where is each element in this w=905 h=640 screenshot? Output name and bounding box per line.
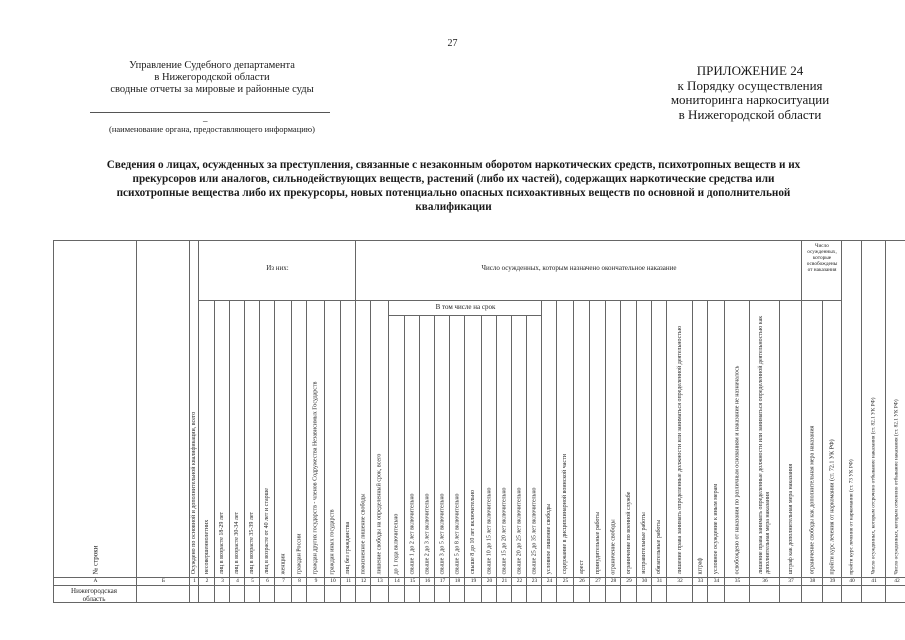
appendix-line-1: ПРИЛОЖЕНИЕ 24: [696, 63, 804, 78]
organization-block: [82, 60, 342, 96]
page-number: 27: [447, 38, 458, 49]
column-number-cell: [511, 577, 526, 585]
column-number-cell: [53, 577, 136, 585]
table-cell[interactable]: [636, 585, 651, 602]
col-header: [620, 300, 636, 577]
appendix-line-3: мониторинга наркоситуации: [670, 92, 830, 107]
column-number: 31: [656, 578, 663, 584]
table-cell[interactable]: [434, 585, 449, 602]
col-header: [861, 240, 885, 577]
org-line-1: Управление Судебного департамента: [129, 60, 295, 71]
col-header-text: свыше 10 до 15 лет включительно: [486, 486, 493, 575]
column-number-cell: [620, 577, 636, 585]
col-header-text: Число осужденных, которым отменено отбывание наказания (ст. 82.1 УК РФ): [893, 398, 900, 575]
col-header: [244, 300, 259, 577]
table-cell[interactable]: [340, 585, 355, 602]
title-line-1: Сведения о лицах, осужденных за преступления, связанные с незаконным оборотом наркотических средств, психотропных веществ и их: [106, 159, 801, 171]
col-header: [541, 300, 556, 577]
column-number-cell: [636, 577, 651, 585]
column-number: Б: [161, 578, 166, 584]
column-number: 18: [454, 578, 461, 584]
column-number: 28: [610, 578, 617, 584]
table-cell[interactable]: [198, 585, 214, 602]
col-header-text: № строки: [90, 545, 99, 574]
document-title: [56, 158, 851, 214]
column-number-cell: [605, 577, 620, 585]
column-number-cell: [291, 577, 306, 585]
group-header-v-tom-chisle: [388, 300, 541, 315]
org-line-3: сводные отчеты за мировые и районные суды: [110, 84, 314, 95]
row-label-cell: [53, 585, 136, 602]
col-header-text: арест: [578, 560, 585, 574]
column-number: 36: [762, 578, 768, 584]
table-cell[interactable]: [404, 585, 419, 602]
column-number: 24: [546, 578, 553, 584]
column-number: 17: [439, 578, 446, 584]
table-cell[interactable]: [605, 585, 620, 602]
col-header: [355, 300, 370, 577]
table-cell[interactable]: [214, 585, 229, 602]
col-header: [511, 315, 526, 577]
table-cell[interactable]: [556, 585, 573, 602]
col-header-text: лишение права занимать определенные должности или заниматься определенной деятельностью: [676, 325, 683, 575]
column-number: 12: [360, 578, 367, 584]
table-cell[interactable]: [274, 585, 291, 602]
column-number-cell: [419, 577, 434, 585]
column-number: 2: [205, 578, 209, 584]
column-number: 22: [516, 578, 523, 584]
column-number-cell: [306, 577, 324, 585]
column-number-cell: [244, 577, 259, 585]
column-number: 19: [470, 578, 477, 584]
column-number: 1: [193, 578, 196, 584]
column-number-cell: [388, 577, 404, 585]
column-number-cell: [651, 577, 666, 585]
col-header-text: штраф: [696, 557, 703, 574]
table-cell[interactable]: [822, 585, 841, 602]
col-header: [526, 315, 541, 577]
col-header-total: [189, 240, 198, 577]
column-number: 27: [595, 578, 601, 584]
col-header: [666, 300, 692, 577]
table-cell[interactable]: [229, 585, 244, 602]
col-header-text: условное осуждение к иным мерам: [713, 483, 720, 575]
col-header: [707, 300, 724, 577]
table-cell[interactable]: [526, 585, 541, 602]
column-number: 40: [849, 578, 855, 584]
group-header-text: Число осужденных, которые освобождены от наказания: [806, 243, 838, 273]
column-number-cell: [189, 577, 198, 585]
col-header: [291, 300, 306, 577]
table-cell[interactable]: [464, 585, 481, 602]
col-header: [370, 300, 388, 577]
column-number: 42: [894, 578, 900, 584]
col-header: [434, 315, 449, 577]
col-header-text: условное лишение свободы: [546, 503, 553, 575]
col-header: [274, 300, 291, 577]
col-header: [605, 300, 620, 577]
column-number-cell: [707, 577, 724, 585]
column-number: 30: [641, 578, 648, 584]
table-cell[interactable]: [306, 585, 324, 602]
table-cell[interactable]: [692, 585, 707, 602]
table-cell[interactable]: [291, 585, 306, 602]
col-header-text: освобождено от наказания по различным основаниям и наказание не назначалось: [733, 365, 740, 574]
appendix-line-4: в Нижегородской области: [678, 106, 822, 122]
col-header-text: лиц без гражданства: [345, 521, 352, 575]
col-header: [259, 300, 274, 577]
col-header-text: обязательные работы: [656, 519, 663, 575]
col-header: [198, 300, 214, 577]
col-header-text: лиц в возрасте от 40 лет и старше: [263, 488, 270, 574]
table-cell[interactable]: [861, 585, 885, 602]
column-number: 8: [298, 578, 301, 584]
row-label: Нижегородская область: [71, 587, 117, 603]
column-number: 21: [501, 578, 508, 584]
table-cell[interactable]: [801, 585, 822, 602]
table-cell[interactable]: [324, 585, 340, 602]
table-cell[interactable]: [355, 585, 370, 602]
column-number-cell: [370, 577, 388, 585]
col-header-text: свыше 5 до 8 лет включительно: [454, 492, 461, 575]
col-header-text: лиц в возрасте 35-39 лет: [249, 511, 256, 575]
col-header-text: граждан других государств - членов Содружества Независимых Государств: [312, 381, 319, 574]
col-header-text: Осуждено по основной и дополнительной квалификации, всего: [191, 411, 198, 575]
column-number-cell: [541, 577, 556, 585]
column-number-cell: [779, 577, 801, 585]
column-number: 16: [424, 578, 431, 584]
col-header: [589, 300, 605, 577]
column-number-cell: [229, 577, 244, 585]
column-number: 32: [677, 578, 683, 584]
col-header: [340, 300, 355, 577]
col-header-text: лишение свободы на определенный срок, всего: [376, 453, 383, 574]
group-header-naznacheno: [355, 240, 801, 300]
col-header: [573, 300, 589, 577]
table-cell[interactable]: [541, 585, 556, 602]
group-header-text: Из них:: [266, 264, 289, 272]
column-number: 7: [282, 578, 285, 584]
col-header: [749, 300, 779, 577]
table-cell[interactable]: [189, 585, 198, 602]
column-number-cell: [861, 577, 885, 585]
col-header-text: свыше 3 до 5 лет включительно: [439, 492, 446, 575]
org-caption: (наименование органа, предоставляющего информацию): [109, 124, 315, 134]
col-header: [404, 315, 419, 577]
col-header-text: пройти курс лечения от наркомании (ст. 73 УК РФ): [848, 458, 855, 575]
column-number-cell: [666, 577, 692, 585]
column-number: 23: [531, 578, 538, 584]
title-line-4: квалификации: [415, 201, 492, 213]
table-cell[interactable]: [449, 585, 464, 602]
column-number-cell: [749, 577, 779, 585]
col-header-text: принудительные работы: [594, 511, 601, 575]
group-header-text: В том числе на срок: [435, 303, 496, 311]
column-number: А: [93, 578, 98, 584]
col-header-text: штраф как дополнительная мера наказания: [787, 463, 794, 575]
group-header-text: Число осужденных, которым назначено окончательное наказание: [481, 264, 677, 272]
col-header-text: до 1 года включительно: [393, 513, 400, 574]
title-line-2: прекурсоров или аналогов, сильнодействующих веществ, растений (либо их частей), содержащих наркотические средства или: [132, 173, 775, 185]
col-header: [419, 315, 434, 577]
column-number-cell: [198, 577, 214, 585]
table-cell[interactable]: [419, 585, 434, 602]
col-header-text: содержание в дисциплинарной воинской части: [561, 454, 568, 574]
column-number-cell: [885, 577, 905, 585]
col-header-row-number: [53, 240, 136, 577]
table-cell[interactable]: [666, 585, 692, 602]
column-number-cell: [496, 577, 511, 585]
column-number-cell: [136, 577, 189, 585]
col-header-text: женщин: [279, 553, 286, 574]
col-header: [692, 300, 707, 577]
column-number: 25: [562, 578, 569, 584]
column-number: 26: [579, 578, 585, 584]
table-cell[interactable]: [388, 585, 404, 602]
column-number: 33: [697, 578, 704, 584]
col-header: [556, 300, 573, 577]
col-header: [324, 300, 340, 577]
column-number: 38: [809, 578, 816, 584]
column-number-cell: [841, 577, 861, 585]
col-header-text: ограничение свободы: [610, 518, 617, 575]
table-cell[interactable]: [841, 585, 861, 602]
table-cell[interactable]: [707, 585, 724, 602]
col-header-text: лиц в возрасте 30-34 лет: [234, 511, 241, 575]
col-header: [449, 315, 464, 577]
column-number-cell: [692, 577, 707, 585]
table-cell[interactable]: [496, 585, 511, 602]
column-number-cell: [464, 577, 481, 585]
column-number: 37: [788, 578, 794, 584]
org-line-2: в Нижегородской области: [154, 72, 270, 83]
column-number-cell: [801, 577, 822, 585]
table-cell[interactable]: [620, 585, 636, 602]
column-number-cell: [449, 577, 464, 585]
column-number: 9: [314, 578, 318, 584]
column-number-cell: [724, 577, 749, 585]
col-header: [779, 300, 801, 577]
col-header-text: свыше 2 до 3 лет включительно: [424, 492, 431, 575]
col-header: [651, 300, 666, 577]
group-header-chislo-osuzhdennyh: [801, 240, 841, 300]
col-header-text: исправительные работы: [640, 512, 647, 574]
column-number-cell: [434, 577, 449, 585]
column-number-cell: [556, 577, 573, 585]
appendix-block: [600, 64, 900, 122]
column-number: 4: [236, 578, 239, 584]
table-cell[interactable]: [724, 585, 749, 602]
table-cell[interactable]: [511, 585, 526, 602]
column-number: 41: [871, 578, 877, 584]
column-number-cell: [355, 577, 370, 585]
table-cell[interactable]: [244, 585, 259, 602]
column-number: 5: [251, 578, 254, 584]
table-cell[interactable]: [651, 585, 666, 602]
column-number: 13: [377, 578, 383, 584]
appendix-line-2: к Порядку осуществления: [677, 77, 823, 93]
col-header: [885, 240, 905, 577]
column-number: 35: [734, 578, 741, 584]
col-header-text: ограничение по военной службе: [625, 491, 632, 575]
column-number-cell: [404, 577, 419, 585]
col-header-text: лиц в возрасте 18-29 лет: [219, 511, 226, 575]
column-number-cell: [340, 577, 355, 585]
column-number-cell: [214, 577, 229, 585]
column-number: 10: [330, 578, 336, 584]
col-header-text: свыше 20 до 25 лет включительно: [516, 486, 523, 575]
col-header-text: граждан иных государств: [329, 508, 336, 575]
column-number-cell: [274, 577, 291, 585]
column-number-cell: [324, 577, 340, 585]
col-header: [388, 315, 404, 577]
table-cell[interactable]: [589, 585, 605, 602]
col-header: [636, 300, 651, 577]
column-number-cell: [481, 577, 496, 585]
table-cell[interactable]: [573, 585, 589, 602]
column-number: 20: [486, 578, 493, 584]
col-header: [841, 240, 861, 577]
column-number-cell: [526, 577, 541, 585]
table-cell[interactable]: [136, 585, 189, 602]
org-underline: [90, 112, 330, 113]
col-header-text: пожизненное лишение свободы: [359, 493, 366, 574]
column-number: 29: [626, 578, 632, 584]
col-header-text: лишение права занимать определенные должности или заниматься определенной деятельностью как дополнительная мера наказания: [758, 315, 771, 574]
column-number-cell: [589, 577, 605, 585]
col-header-text: граждан России: [295, 533, 302, 574]
col-header-text: Число осужденных, которым отсрочено отбывание наказания (ст. 82.1 УК РФ): [870, 397, 877, 574]
table-cell[interactable]: [885, 585, 905, 602]
table-cell[interactable]: [779, 585, 801, 602]
group-header-iz-nih: [198, 240, 355, 300]
table-cell[interactable]: [370, 585, 388, 602]
col-header-text: несовершеннолетних: [203, 519, 210, 575]
col-header: [306, 300, 324, 577]
col-header-text: свыше 15 до 20 лет включительно: [501, 486, 508, 575]
col-header-text: свыше 8 до 10 лет включительно: [470, 489, 477, 575]
org-dash: _: [203, 113, 208, 123]
column-number-cell: [259, 577, 274, 585]
col-header: [496, 315, 511, 577]
column-number: 15: [409, 578, 416, 584]
table-cell[interactable]: [259, 585, 274, 602]
column-number-cell: [822, 577, 841, 585]
column-number: 34: [713, 578, 720, 584]
col-header-text: ограничение свободы как дополнительная мера наказания: [808, 425, 815, 574]
title-line-3: психотропные вещества либо их прекурсоры, новых потенциально опасных психоактивных веществ по основной и дополнительной: [116, 187, 791, 199]
col-header: [822, 300, 841, 577]
column-number: 14: [394, 578, 400, 584]
col-header: [464, 315, 481, 577]
table-bottom-border: [53, 602, 905, 603]
column-number: 39: [829, 578, 836, 584]
column-number-cell: [573, 577, 589, 585]
col-header-text: свыше 1 до 2 лет включительно: [409, 492, 416, 575]
col-header: [481, 315, 496, 577]
column-number: 11: [345, 578, 352, 584]
col-header-text: пройти курс лечения от наркомании (ст. 72.1 УК РФ): [829, 438, 836, 575]
col-header-text: свыше 25 до 35 лет включительно: [531, 486, 538, 575]
col-header-empty: [136, 240, 189, 577]
col-header: [724, 300, 749, 577]
column-number: 6: [266, 578, 269, 584]
col-header: [214, 300, 229, 577]
table-cell[interactable]: [481, 585, 496, 602]
col-header: [801, 300, 822, 577]
col-header: [229, 300, 244, 577]
table-cell[interactable]: [749, 585, 779, 602]
column-number: 3: [221, 578, 224, 584]
